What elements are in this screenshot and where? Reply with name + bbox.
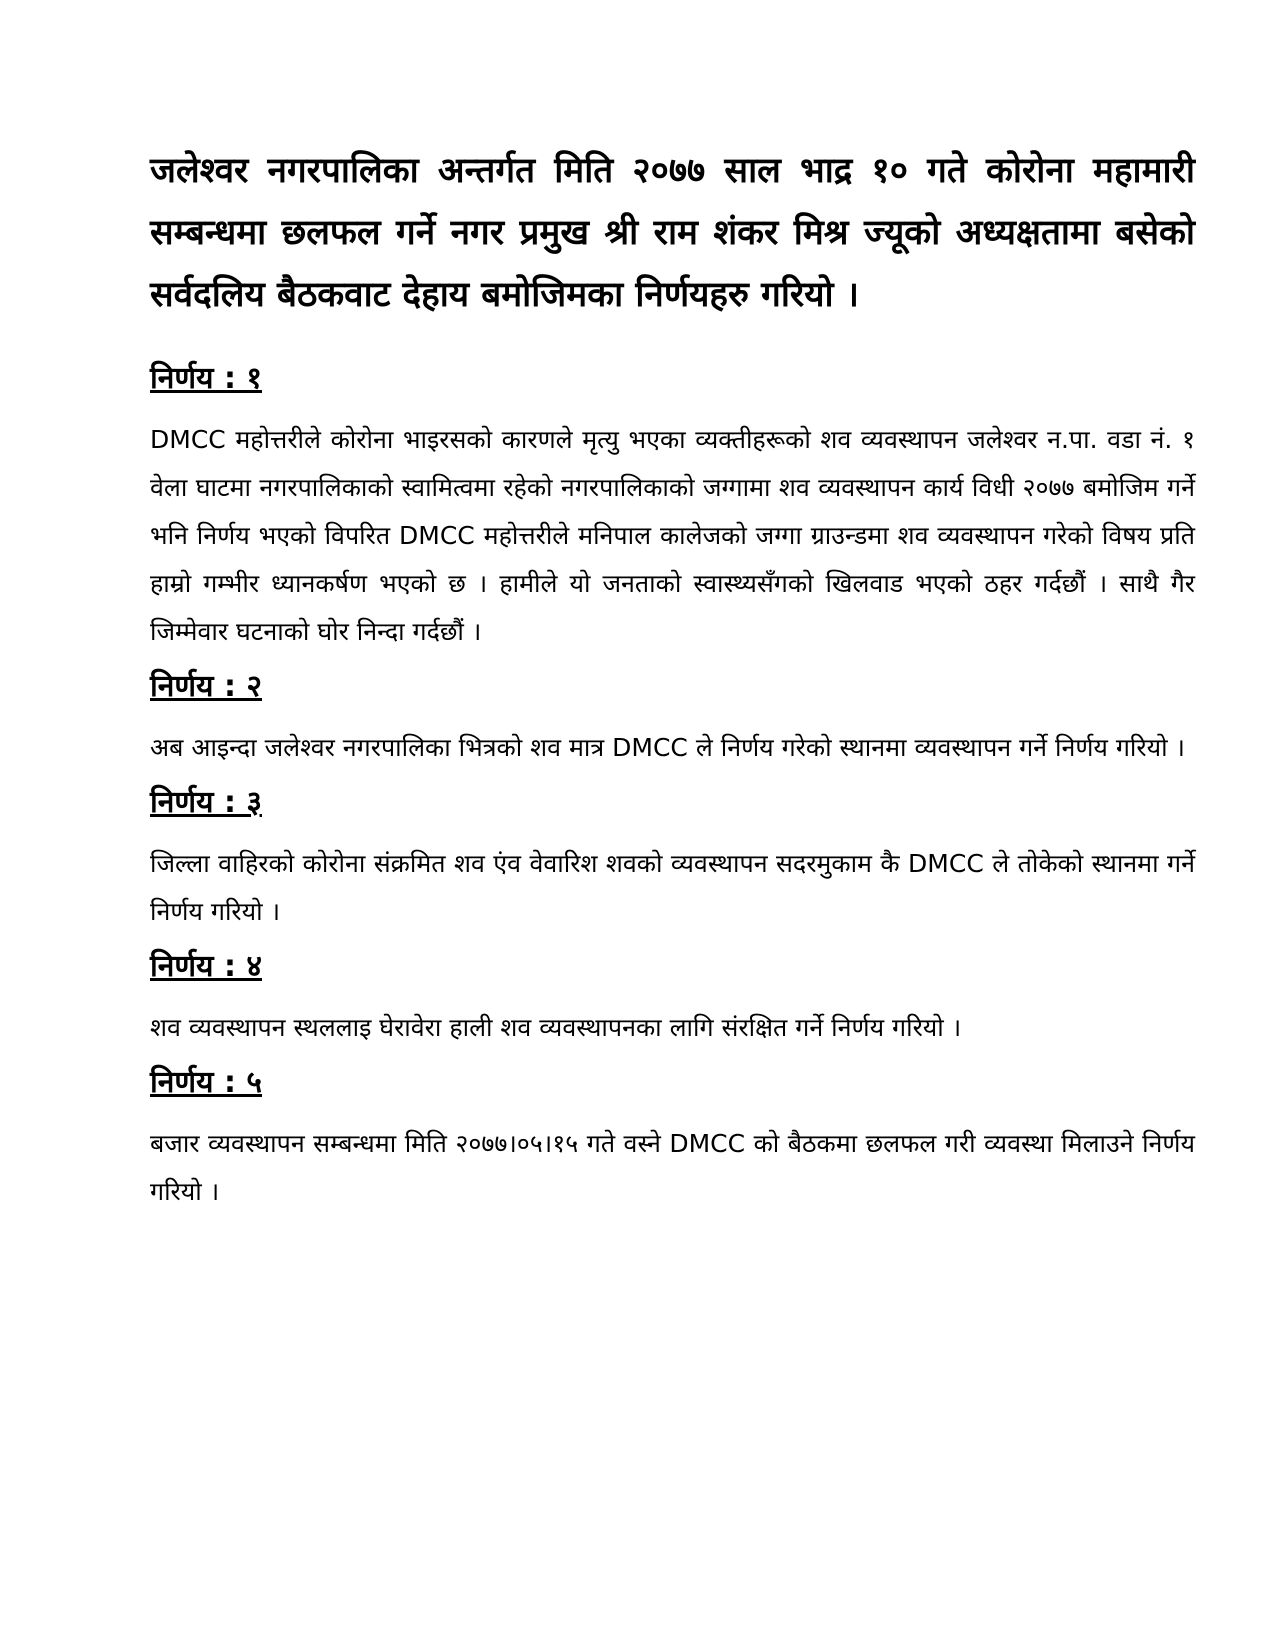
document-page: [150, 140, 1195, 1216]
decision-text: अब आइन्दा जलेश्वर नगरपालिका भित्रको शव मात्र DMCC ले निर्णय गरेको स्थानमा व्यवस्थापन गर्ने निर्णय गरियो ।: [150, 733, 1186, 762]
decision-text: बजार व्यवस्थापन सम्बन्धमा मिति २०७७।०५।१५ गते वस्ने DMCC को बैठकमा छलफल गरी व्यवस्था मिलाउने निर्णय गरियो ।: [150, 1129, 1195, 1206]
decision-heading: निर्णय : ४: [150, 949, 262, 984]
decision-heading: निर्णय : १: [150, 361, 262, 396]
decision-heading: निर्णय : २: [150, 669, 262, 704]
decision-heading: निर्णय : ५: [150, 1065, 262, 1100]
decision-text: DMCC महोत्तरीले कोरोना भाइरसको कारणले मृत्यु भएका व्यक्तीहरूको शव व्यवस्थापन जलेश्वर न.पा. वडा नं. १ वेला घाटमा नगरपालिकाको स्वामित्वमा रहेको नगरपालिकाको जग्गामा शव व्यवस्थापन कार्य विधी २०७७ बमोजिम गर्ने भनि निर्णय भएको विपरित DMCC महोत्तरीले मनिपाल कालेजको जग्गा ग्राउन्डमा शव व्यवस्थापन गरेको विषय प्रति हाम्रो गम्भीर ध्यानकर्षण भएको छ । हामीले यो जनताको स्वास्थ्यसँगको खिलवाड भएको ठहर गर्दछौं । साथै गैर जिम्मेवार घटनाको घोर निन्दा गर्दछौं ।: [150, 425, 1195, 646]
decision-1: [150, 354, 1195, 656]
decision-text: जिल्ला वाहिरको कोरोना संक्रमित शव एंव वेवारिश शवको व्यवस्थापन सदरमुकाम कै DMCC ले तोकेको स्थानमा गर्ने निर्णय गरियो ।: [150, 849, 1195, 926]
decision-3: [150, 778, 1195, 936]
decision-heading: निर्णय : ३: [150, 785, 262, 820]
decision-2: [150, 662, 1195, 772]
decision-4: [150, 942, 1195, 1052]
decision-text: शव व्यवस्थापन स्थललाइ घेरावेरा हाली शव व्यवस्थापनका लागि संरक्षित गर्ने निर्णय गरियो ।: [150, 1013, 962, 1042]
intro-paragraph: जलेश्वर नगरपालिका अन्तर्गत मिति २०७७ साल भाद्र १० गते कोरोना महामारी सम्बन्धमा छलफल गर्ने नगर प्रमुख श्री राम शंकर मिश्र ज्यूको अध्यक्षतामा बसेको सर्वदलिय बैठकवाट देहाय बमोजिमका निर्णयहरु गरियो ।: [150, 151, 1195, 315]
decision-5: [150, 1058, 1195, 1216]
